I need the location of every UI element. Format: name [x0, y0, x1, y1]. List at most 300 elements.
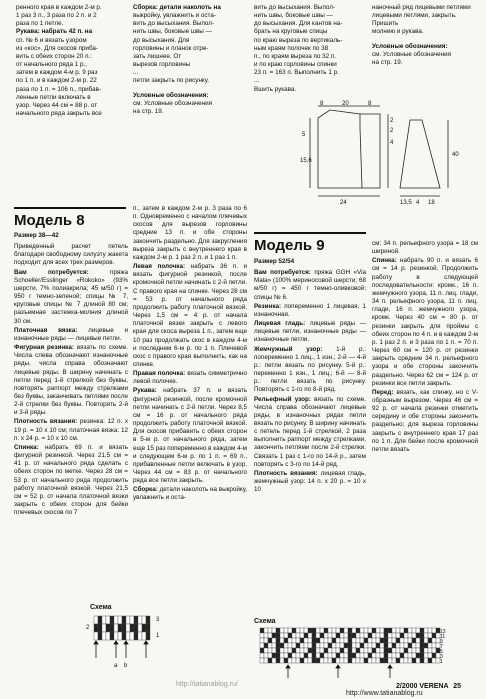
- grid-cell: [134, 616, 138, 624]
- grid-cell: [94, 616, 98, 624]
- grid-cell: [432, 648, 436, 653]
- grid-cell: [376, 658, 380, 663]
- schema-left-grid: [86, 614, 176, 674]
- grid-cell: [110, 632, 114, 640]
- grid-cell: [344, 658, 348, 663]
- grid-cell: [138, 616, 142, 624]
- row-number: 1: [156, 633, 160, 639]
- grid-cell: [380, 653, 384, 658]
- grid-cell: [360, 643, 364, 648]
- grid-cell: [324, 658, 328, 663]
- grid-cell: [356, 628, 360, 633]
- grid-cell: [392, 648, 396, 653]
- grid-cell: [280, 658, 284, 663]
- grid-cell: [300, 638, 304, 643]
- text-line: на стр. 19.: [372, 58, 403, 66]
- grid-cell: [384, 648, 388, 653]
- grid-cell: [328, 633, 332, 638]
- grid-cell: [102, 624, 106, 632]
- grid-cell: [276, 633, 280, 638]
- grid-cell: [336, 658, 340, 663]
- grid-cell: [428, 658, 432, 663]
- grid-cell: [368, 643, 372, 648]
- grid-cell: [428, 648, 432, 653]
- grid-cell: [134, 624, 138, 632]
- grid-cell: [392, 643, 396, 648]
- grid-cell: [300, 658, 304, 663]
- grid-cell: [352, 658, 356, 663]
- grid-cell: [260, 638, 264, 643]
- text-line: лицевыми петлями, закрыть.: [372, 12, 457, 20]
- grid-cell: [432, 633, 436, 638]
- grid-cell: [304, 658, 308, 663]
- grid-cell: [400, 633, 404, 638]
- grid-cell: [388, 638, 392, 643]
- grid-cell: [126, 632, 130, 640]
- grid-cell: [130, 624, 134, 632]
- grid-cell: [344, 633, 348, 638]
- grid-cell: [364, 633, 368, 638]
- grid-cell: [384, 643, 388, 648]
- column-2-body: [133, 205, 247, 597]
- assembly-text: детали наколоть на выкройку, увлажнить и оста-: [133, 486, 247, 502]
- grid-cell: [348, 628, 352, 633]
- grid-cell: [404, 643, 408, 648]
- grid-cell: [260, 643, 264, 648]
- grid-cell: [110, 624, 114, 632]
- model-9-need-label: Вам потребуется:: [254, 269, 311, 277]
- grid-cell: [368, 648, 372, 653]
- right-front-text: вязать симметрично левой полочке.: [133, 370, 247, 386]
- grid-cell: [316, 633, 320, 638]
- column-1-body: [14, 232, 128, 597]
- grid-cell: [304, 633, 308, 638]
- grid-cell: [400, 643, 404, 648]
- grid-cell: [376, 648, 380, 653]
- grid-cell: [300, 648, 304, 653]
- grid-cell: [356, 648, 360, 653]
- grid-cell: [400, 653, 404, 658]
- grid-cell: [372, 658, 376, 663]
- grid-cell: [268, 648, 272, 653]
- grid-cell: [292, 643, 296, 648]
- text-line: на стр. 19.: [133, 107, 164, 115]
- grid-cell: [396, 658, 400, 663]
- grid-cell: [388, 628, 392, 633]
- assembly-label: Сборка: детали наколоть на: [133, 4, 221, 11]
- grid-cell: [384, 633, 388, 638]
- text-line: ...: [133, 69, 139, 77]
- model-9-stock-label: Лицевая гладь:: [254, 320, 306, 328]
- grid-cell: [320, 643, 324, 648]
- grid-cell: [118, 624, 122, 632]
- grid-cell: [392, 628, 396, 633]
- grid-cell: [372, 643, 376, 648]
- row-number: 13: [440, 629, 446, 635]
- grid-cell: [324, 633, 328, 638]
- grid-cell: [428, 653, 432, 658]
- grid-cell: [348, 658, 352, 663]
- grid-cell: [98, 632, 102, 640]
- grid-cell: [272, 653, 276, 658]
- schema-right: [250, 618, 476, 678]
- grid-cell: [428, 643, 432, 648]
- model-9-pearl-text: 1-й р.: попеременно 1 лиц., 1 изн.; 2-й — 4-й р.: петли вязать по рисунку. 5-й р.: переменно 1 изн., 1 лиц.; 6-й — 8-й р.: петли вязать по рисунку. Повторять с 1-го по 8-й ряд.: [254, 345, 366, 394]
- grid-cell: [336, 643, 340, 648]
- grid-cell: [416, 643, 420, 648]
- grid-cell: [118, 632, 122, 640]
- grid-cell: [340, 628, 344, 633]
- grid-cell: [376, 628, 380, 633]
- grid-cell: [308, 628, 312, 633]
- grid-cell: [352, 648, 356, 653]
- dim-label: 2: [390, 128, 394, 134]
- column-4-top: [372, 4, 476, 94]
- grid-cell: [296, 633, 300, 638]
- grid-cell: [360, 653, 364, 658]
- grid-cell: [432, 658, 436, 663]
- grid-cell: [320, 638, 324, 643]
- schema-left: [86, 604, 176, 676]
- text-line: брать на круговые спицы: [254, 28, 328, 36]
- grid-cell: [412, 643, 416, 648]
- grid-cell: [296, 628, 300, 633]
- grid-cell: [420, 658, 424, 663]
- grid-cell: [424, 638, 428, 643]
- grid-cell: [408, 658, 412, 663]
- grid-cell: [106, 632, 110, 640]
- grid-cell: [280, 628, 284, 633]
- grid-cell: [272, 648, 276, 653]
- grid-cell: [296, 653, 300, 658]
- grid-cell: [352, 633, 356, 638]
- grid-cell: [384, 658, 388, 663]
- grid-cell: [396, 653, 400, 658]
- grid-cell: [416, 648, 420, 653]
- grid-cell: [268, 628, 272, 633]
- grid-cell: [276, 628, 280, 633]
- grid-cell: [376, 653, 380, 658]
- grid-cell: [364, 638, 368, 643]
- grid-cell: [312, 643, 316, 648]
- grid-cell: [408, 648, 412, 653]
- grid-cell: [412, 633, 416, 638]
- grid-cell: [284, 638, 288, 643]
- grid-cell: [268, 643, 272, 648]
- grid-cell: [308, 643, 312, 648]
- grid-cell: [388, 633, 392, 638]
- text-line: нить швы, боковые швы —: [133, 28, 212, 36]
- text-line: вить до высыхания. Выпол-: [254, 4, 336, 11]
- row-number: 7: [440, 644, 443, 650]
- grid-cell: [312, 628, 316, 633]
- grid-cell: [420, 633, 424, 638]
- grid-cell: [288, 633, 292, 638]
- grid-cell: [416, 658, 420, 663]
- grid-cell: [316, 658, 320, 663]
- grid-cell: [336, 633, 340, 638]
- text-line: см. Условные обозначения: [133, 99, 213, 107]
- grid-cell: [392, 638, 396, 643]
- grid-cell: [340, 658, 344, 663]
- grid-cell: [412, 648, 416, 653]
- text-line: п., по краям выреза по 32 п.: [254, 52, 337, 60]
- grid-cell: [348, 648, 352, 653]
- right-front-label: Правая полочка:: [133, 370, 186, 378]
- text-line: ренного края в каждом 2-м р.: [16, 4, 102, 11]
- grid-cell: [332, 628, 336, 633]
- grid-cell: [424, 653, 428, 658]
- text-line: от начального ряда 1 р.,: [16, 61, 87, 69]
- grid-cell: [356, 638, 360, 643]
- grid-cell: [292, 628, 296, 633]
- grid-cell: [384, 653, 388, 658]
- grid-cell: [94, 632, 98, 640]
- grid-cell: [396, 648, 400, 653]
- grid-cell: [114, 624, 118, 632]
- grid-cell: [280, 643, 284, 648]
- grid-cell: [432, 653, 436, 658]
- grid-cell: [300, 628, 304, 633]
- grid-cell: [320, 628, 324, 633]
- grid-cell: [272, 638, 276, 643]
- grid-cell: [408, 653, 412, 658]
- grid-cell: [424, 643, 428, 648]
- grid-cell: [130, 616, 134, 624]
- grid-cell: [268, 653, 272, 658]
- model-8-back-label: Спинка:: [14, 443, 39, 451]
- grid-cell: [98, 624, 102, 632]
- grid-cell: [118, 616, 122, 624]
- grid-cell: [316, 643, 320, 648]
- grid-cell: [268, 638, 272, 643]
- grid-cell: [316, 648, 320, 653]
- column-2-top: [133, 4, 245, 160]
- grid-cell: [276, 648, 280, 653]
- sleeve-outline: [400, 120, 440, 188]
- grid-cell: [308, 658, 312, 663]
- page-footer: [396, 683, 461, 690]
- grid-cell: [320, 658, 324, 663]
- grid-cell: [356, 643, 360, 648]
- grid-cell: [368, 653, 372, 658]
- text-line: молнию и рукава.: [372, 28, 424, 36]
- grid-cell: [304, 638, 308, 643]
- grid-cell: [146, 624, 150, 632]
- model-8-knit1-label: Платочная вязка:: [14, 326, 78, 334]
- grid-cell: [364, 658, 368, 663]
- grid-cell: [432, 638, 436, 643]
- grid-cell: [260, 653, 264, 658]
- grid-cell: [280, 648, 284, 653]
- row-number: 3: [156, 617, 160, 623]
- grid-cell: [268, 658, 272, 663]
- dim-label: 18: [428, 200, 435, 206]
- grid-cell: [272, 643, 276, 648]
- model-9-rule: [254, 232, 366, 234]
- grid-cell: [280, 638, 284, 643]
- grid-cell: [368, 638, 372, 643]
- grid-cell: [324, 643, 328, 648]
- grid-cell: [304, 648, 308, 653]
- dim-label: 20: [342, 101, 349, 107]
- col4-p0: см; 34 п. рельефного узора = 18 см шириной.: [372, 240, 478, 256]
- model-9-heading: Модель 9: [254, 237, 325, 254]
- grid-cell: [284, 653, 288, 658]
- grid-cell: [352, 628, 356, 633]
- grid-cell: [432, 628, 436, 633]
- grid-cell: [328, 648, 332, 653]
- text-line: ным краям полочек по 38: [254, 44, 329, 52]
- grid-cell: [424, 648, 428, 653]
- grid-cell: [352, 638, 356, 643]
- grid-cell: [296, 638, 300, 643]
- grid-cell: [384, 628, 388, 633]
- grid-cell: [300, 653, 304, 658]
- row-number: 9: [440, 639, 443, 645]
- text-line: ...: [254, 77, 260, 85]
- grid-cell: [304, 653, 308, 658]
- grid-cell: [138, 624, 142, 632]
- grid-cell: [308, 633, 312, 638]
- grid-cell: [328, 628, 332, 633]
- grid-cell: [424, 628, 428, 633]
- model-9-size: Размер 52/54: [254, 258, 295, 265]
- row-number: 5: [440, 649, 443, 655]
- grid-cell: [372, 648, 376, 653]
- grid-cell: [300, 633, 304, 638]
- text-line: наночный ряд лицевыми петлями: [372, 4, 471, 11]
- grid-cell: [404, 638, 408, 643]
- grid-cell: [404, 648, 408, 653]
- text-line: по краю выреза по вертикаль-: [254, 36, 343, 44]
- schema-right-grid: [250, 626, 476, 678]
- model-8-size: Размер 38—42: [14, 232, 59, 239]
- grid-cell: [376, 643, 380, 648]
- grid-cell: [388, 643, 392, 648]
- grid-cell: [276, 658, 280, 663]
- body-outline: [318, 110, 362, 188]
- grid-cell: [428, 628, 432, 633]
- text-line: вить до высыхания. Выпол-: [133, 20, 215, 28]
- issue-label: 2/2000 VERENA: [396, 683, 449, 690]
- col2-p1: п., затем в каждом 2-м р. 3 раза по 6 п. Одновременно с началом плечевых скосов для вырезов горловины средние 13 п. и обе стороны закончить раздельно. Для закругления выреза закрыть с внутреннего края в каждом 2-м р. 1 раз 2 п. и 1 раз 1 п.: [133, 205, 247, 261]
- text-line: выкройку, увлажнить и оста-: [133, 12, 216, 20]
- model-9-stock-text: лицевые ряды — лицевые петли, изнаночные ряды — изнаночные петли.: [254, 320, 366, 344]
- column-3-top: [254, 4, 366, 104]
- model-9-front-text: вязать, как спинку, но с V-образным вырезом. Через 46 см = 92 р. от начала резинки отметить середину и обе стороны закончить раздельно; для выреза горловины закрыть с внутреннего края 17 раз по 1 п. Для бейки после кромочной петли вязать: [372, 388, 478, 453]
- text-line: раза по 1 п. = 106 п., прибав-: [16, 85, 102, 93]
- grid-cell: [348, 633, 352, 638]
- model-8-knit2-text: вязать по схеме. Числа слева обозначают изнаночные ряды, числа справа обозначают лицевые ряды. В ширину начинать с петли перед 1-й стрелкой без буквы, повторять раппорт между стрелками без буквы, заканчивать петлями после 2-й стрелки без буквы. Повторять 2-й и 3-й ряды.: [14, 344, 128, 417]
- model-8-back-text: набрать 69 п. и вязать фигурной резинкой. Через 21,5 см = 41 р. от начального ряда сделать с обеих сторон по метке. Через 28 см = 53 р. от начального ряда продолжить работу платочной вязкой. Через 21,5 см = 52 р. от начала платочной вязки закрыть с обеих сторон для бейки плечевых скосов по 7: [14, 443, 128, 517]
- grid-cell: [420, 638, 424, 643]
- column-4-body: [372, 240, 478, 598]
- text-line: начального ряда закрыть все: [16, 110, 102, 118]
- grid-cell: [142, 624, 146, 632]
- grid-cell: [292, 638, 296, 643]
- grid-cell: [332, 658, 336, 663]
- grid-cell: [146, 616, 150, 624]
- row-number: 3: [440, 654, 443, 660]
- grid-cell: [284, 643, 288, 648]
- grid-cell: [260, 658, 264, 663]
- grid-cell: [392, 633, 396, 638]
- row-number: 2: [86, 625, 90, 631]
- grid-cell: [380, 658, 384, 663]
- grid-cell: [372, 633, 376, 638]
- grid-cell: [300, 643, 304, 648]
- text-line: до высыхания. Для: [133, 36, 190, 44]
- grid-cell: [380, 638, 384, 643]
- grid-cell: [388, 658, 392, 663]
- grid-cell: [404, 653, 408, 658]
- grid-cell: [110, 616, 114, 624]
- grid-cell: [364, 628, 368, 633]
- front-outline: [360, 114, 380, 188]
- grid-cell: [280, 633, 284, 638]
- grid-cell: [304, 628, 308, 633]
- grid-cell: [284, 633, 288, 638]
- text-line: и по краю горловины спинки: [254, 61, 337, 69]
- grid-cell: [324, 648, 328, 653]
- grid-cell: [420, 628, 424, 633]
- grid-cell: [324, 638, 328, 643]
- grid-cell: [332, 653, 336, 658]
- grid-cell: [288, 643, 292, 648]
- grid-cell: [412, 628, 416, 633]
- grid-cell: [126, 624, 130, 632]
- grid-cell: [134, 632, 138, 640]
- row-number: 1: [440, 659, 443, 665]
- grid-cell: [376, 633, 380, 638]
- grid-cell: [312, 648, 316, 653]
- grid-cell: [432, 643, 436, 648]
- model-8-heading: Модель 8: [14, 212, 85, 229]
- grid-cell: [122, 616, 126, 624]
- model-8-knit1-text: лицевые и изнаночные ряды — лицевые петли.: [14, 326, 128, 342]
- grid-cell: [408, 633, 412, 638]
- grid-cell: [328, 653, 332, 658]
- grid-cell: [400, 648, 404, 653]
- grid-cell: [412, 638, 416, 643]
- grid-cell: [272, 628, 276, 633]
- grid-cell: [122, 624, 126, 632]
- model-8-intro: Приведенный расчет петель благодаря свободному силуэту жакета подходит для всех трех размеров.: [14, 243, 128, 267]
- text-line: вить с обеих сторон 20 п.:: [16, 52, 92, 60]
- grid-cell: [328, 638, 332, 643]
- grid-cell: [114, 632, 118, 640]
- grid-cell: [388, 653, 392, 658]
- grid-cell: [288, 658, 292, 663]
- grid-cell: [288, 648, 292, 653]
- model-9-density-text: лицевая гладь, жемчужный узор: 14 п. x 20 р. = 10 x 10: [254, 469, 366, 494]
- text-line: зать лишнее. От: [133, 52, 182, 60]
- sleeve-label: Рукава:: [133, 387, 157, 395]
- model-9-front-label: Перед:: [372, 388, 394, 396]
- grid-cell: [98, 616, 102, 624]
- text-line: затем в каждом 4-м р. 9 раз: [16, 69, 98, 77]
- legend-label: Условные обозначения:: [372, 42, 448, 50]
- grid-cell: [292, 658, 296, 663]
- schema-right-title: Схема: [254, 618, 276, 625]
- grid-cell: [312, 653, 316, 658]
- grid-cell: [412, 658, 416, 663]
- dim-label: 15,6: [300, 158, 312, 164]
- grid-cell: [416, 653, 420, 658]
- text-line: горловины и планок отре-: [133, 44, 209, 52]
- grid-cell: [404, 658, 408, 663]
